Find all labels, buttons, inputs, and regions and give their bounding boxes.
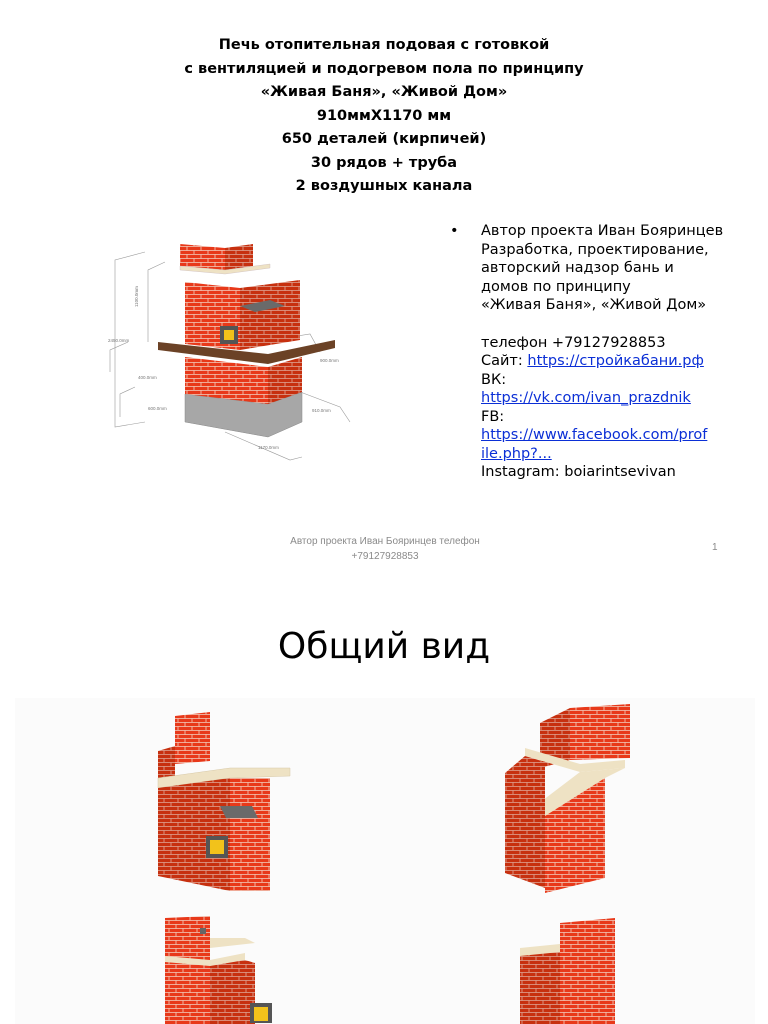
title-line: с вентиляцией и подогревом пола по принципу <box>184 60 584 77</box>
instagram-line: Instagram: boiarintsevivan <box>481 464 676 480</box>
stove-view-front-left <box>150 706 300 901</box>
site-link[interactable]: https://стройкабани.рф <box>527 353 704 369</box>
title-line: Печь отопительная подовая с готовкой <box>218 37 550 53</box>
fb-link-cont[interactable]: ile.php?... <box>481 445 552 462</box>
phone-line: телефон +79127928853 <box>481 334 666 351</box>
page-number: 1 <box>712 542 718 553</box>
author-line: Автор проекта Иван Бояринцев <box>481 223 724 239</box>
dim-label: 1170.0mm <box>258 445 279 450</box>
slide-footer <box>260 534 510 564</box>
vk-link[interactable]: https://vk.com/ivan_prazdnik <box>481 390 691 406</box>
stove-view-side-left <box>155 908 295 1024</box>
stove-view-back-right <box>485 698 645 898</box>
fb-label: FB: <box>481 408 505 425</box>
dim-label: 600.0mm <box>148 406 167 411</box>
dim-label: 910.0mm <box>312 408 331 413</box>
title-line: 910ммХ1170 мм <box>316 107 452 124</box>
stove-views-panel <box>15 698 755 1024</box>
dim-label: 1100.0mm <box>134 286 139 307</box>
footer-line: +79127928853 <box>351 551 419 562</box>
slide-2 <box>0 590 768 1024</box>
site-label: Сайт: <box>481 353 528 369</box>
slide-title: Общий вид <box>277 626 491 667</box>
stove-dimension-drawing <box>40 222 435 472</box>
slide-title <box>0 34 768 199</box>
title-line: 650 деталей (кирпичей) <box>281 131 487 147</box>
title-line: 2 воздушных канала <box>295 178 473 194</box>
vk-label: ВК: <box>481 371 507 388</box>
dim-label: 2450.0mm <box>108 338 130 343</box>
fb-link[interactable]: https://www.facebook.com/prof <box>481 427 708 443</box>
desc-line: «Живая Баня», «Живой Дом» <box>481 297 707 313</box>
desc-line: авторский надзор бань и <box>481 260 674 276</box>
title-line: 30 рядов + труба <box>310 154 458 171</box>
site-line <box>481 352 768 371</box>
footer-line: Автор проекта Иван Бояринцев телефон <box>290 536 480 547</box>
desc-line: домов по принципу <box>481 278 631 295</box>
desc-line: Разработка, проектирование, <box>481 241 709 258</box>
stove-view-side-right <box>515 908 655 1024</box>
dim-label: 400.0mm <box>138 375 157 380</box>
dim-label: 900.0mm <box>320 358 339 363</box>
bullet-icon: • <box>450 223 459 239</box>
title-line: «Живая Баня», «Живой Дом» <box>260 84 508 100</box>
